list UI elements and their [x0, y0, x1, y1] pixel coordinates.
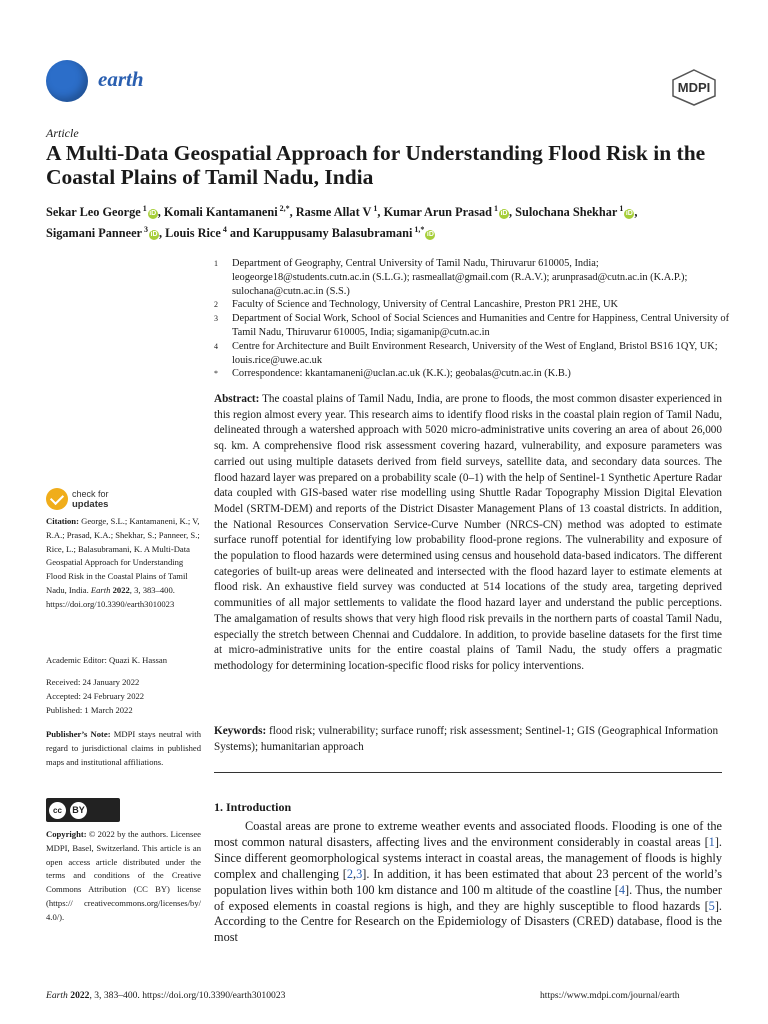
affiliation-item	[214, 367, 734, 381]
cc-icon: cc	[49, 802, 66, 819]
author-separator: ,	[289, 205, 296, 220]
author-list	[46, 200, 736, 242]
affiliation-text: Centre for Architecture and Built Environment Research, University of the West of England, Bristol BS16 1QY, UK; louis.rice@uwe.ac.uk	[232, 340, 718, 366]
orcid-icon[interactable]: iD	[426, 231, 434, 239]
copyright-label: Copyright:	[46, 829, 87, 839]
publisher-name: MDPI	[677, 80, 711, 95]
affiliation-item	[214, 298, 734, 312]
keywords-label: Keywords:	[214, 725, 267, 737]
citation-year: 2022	[112, 584, 130, 595]
intro-text-segment: ]. Thus, the number of exposed elements in coastal regions is high, and they are highly susceptible to flood hazards [	[214, 882, 722, 913]
author-name: Komali Kantamaneni	[163, 205, 278, 220]
author-affiliation-mark: 1	[617, 204, 624, 213]
citation-text: George, S.L.; Kantamaneni, K.; V, R.A.; Prasad, K.A.; Shekhar, S.; Panneer, S.; Rice, L.; Balasubramani, K. A Multi-Data Geospatial Approach for Understanding Flood Risk in the Coastal Plains of Tamil Nadu, India.	[46, 516, 200, 595]
reference-link[interactable]: 4	[618, 882, 626, 897]
orcid-icon[interactable]: iD	[625, 210, 633, 218]
author-affiliation-mark: 1	[140, 204, 147, 213]
author-affiliation-mark: 1	[371, 204, 378, 213]
accepted-date: Accepted: 24 February 2022	[46, 690, 145, 701]
affiliation-number: 4	[214, 341, 218, 351]
citation-journal: Earth	[90, 584, 111, 595]
reference-link[interactable]: 5	[708, 898, 715, 913]
author-affiliation-mark: 3	[142, 225, 148, 235]
author-name: Sigamani Panneer	[46, 226, 142, 241]
paper-title: A Multi-Data Geospatial Approach for Understanding Flood Risk in the Coastal Plains of Tamil Nadu, India	[46, 141, 706, 189]
introduction-text	[214, 819, 722, 946]
publishers-note	[46, 728, 201, 769]
author-affiliation-mark: 1	[491, 204, 498, 213]
received-date: Received: 24 January 2022	[46, 677, 140, 687]
reference-link[interactable]: 3	[356, 866, 363, 881]
academic-editor: Academic Editor: Quazi K. Hassan	[46, 655, 167, 665]
author-name: Rasme Allat V	[295, 205, 372, 220]
citation	[46, 515, 201, 612]
author-affiliation-mark: 4	[220, 225, 227, 235]
abstract	[214, 392, 722, 675]
publication-dates	[46, 676, 201, 717]
check-updates-line2: updates	[72, 498, 109, 510]
affiliations	[214, 257, 734, 381]
author-separator: ,	[634, 205, 638, 220]
author-separator: and	[226, 226, 253, 241]
abstract-label: Abstract:	[214, 393, 260, 405]
affiliation-text: Correspondence: kkantamaneni@uclan.ac.uk (K.K.); geobalas@cutn.ac.in (K.B.)	[232, 368, 571, 380]
author-name: Sulochana Shekhar	[515, 205, 618, 220]
orcid-icon[interactable]: iD	[150, 231, 158, 239]
author-separator: ,	[157, 205, 164, 220]
author-separator: ,	[508, 205, 516, 220]
copyright	[46, 828, 201, 925]
author-affiliation-mark: 1,*	[412, 225, 425, 235]
intro-text-segment: Coastal areas are prone to extreme weather events and associated floods. Flooding is one of the most common natural disasters, affecting lives and the environment considerably in coastal areas [	[214, 819, 722, 849]
journal-logo-icon	[46, 60, 88, 102]
footer-year: 2022	[70, 990, 90, 1001]
affiliation-item	[214, 340, 734, 368]
affiliation-item	[214, 257, 734, 298]
orcid-icon[interactable]: iD	[500, 210, 508, 218]
affiliation-text: Faculty of Science and Technology, University of Central Lancashire, Preston PR1 2HE, UK	[232, 299, 618, 311]
affiliation-number: *	[214, 369, 218, 379]
intro-text-segment: ]. In addition, it has been estimated that about 23 percent of the world’s population lives within both 100 km distance and 100 m altitude of the coastline [	[214, 866, 722, 897]
footer-citation	[46, 990, 285, 1001]
orcid-icon[interactable]: iD	[149, 210, 157, 218]
keywords	[214, 724, 722, 755]
cc-by-license-badge[interactable]	[46, 798, 120, 822]
citation-rest[interactable]: , 3, 383–400. https://doi.org/10.3390/earth3010023	[46, 584, 175, 609]
intro-text-segment: ,	[353, 866, 357, 881]
author-separator: ,	[159, 226, 166, 241]
intro-text-segment: ]. According to the Centre for Research on the Epidemiology of Disasters (CRED) database, flood is the most	[214, 898, 722, 945]
author-affiliation-mark: 2,*	[277, 204, 290, 213]
pubnote-label: Publisher’s Note:	[46, 729, 111, 739]
author-name: Kumar Arun Prasad	[383, 205, 492, 220]
affiliation-text: Department of Social Work, School of Social Sciences and Humanities and Centre for Happiness, Central University of Tamil Nadu, Thiruvarur 610005, India; sigamanip@cutn.ac.in	[232, 313, 730, 338]
affiliation-text: Department of Geography, Central University of Tamil Nadu, Thiruvarur 610005, India; leogeorge18@students.cutn.ac.in (S.L.G.); rasmeallat@gmail.com (R.A.V.); arunprasad@cutn.ac.in (K.A.P.); sulochana@cutn.ac.in (S.S.)	[232, 258, 688, 297]
check-updates-icon	[46, 488, 68, 510]
author-name: Sekar Leo George	[46, 205, 141, 220]
reference-link[interactable]: 1	[708, 834, 715, 849]
author-name: Karuppusamy Balasubramani	[252, 226, 413, 241]
affiliation-item	[214, 312, 734, 340]
copyright-text: © 2022 by the authors. Licensee MDPI, Basel, Switzerland. This article is an open access article distributed under the terms and conditions of the Creative Commons Attribution (CC BY) license (https:// creativecommons.org/licenses/by/ 4.0/).	[46, 829, 201, 922]
check-for-updates-button[interactable]	[46, 488, 109, 510]
affiliation-number: 3	[214, 314, 218, 324]
keywords-text: flood risk; vulnerability; surface runoff; risk assessment; Sentinel-1; GIS (Geographical Information Systems); humanitarian approach	[214, 725, 719, 753]
author-separator: ,	[377, 205, 384, 220]
reference-link[interactable]: 2	[346, 866, 354, 881]
mdpi-logo-icon	[668, 68, 720, 106]
journal-name: earth	[98, 67, 144, 91]
footer-journal-url[interactable]: https://www.mdpi.com/journal/earth	[540, 990, 680, 1001]
citation-label: Citation:	[46, 516, 79, 526]
footer-doi[interactable]: , 3, 383–400. https://doi.org/10.3390/earth3010023	[89, 990, 286, 1001]
published-date: Published: 1 March 2022	[46, 704, 133, 715]
divider	[214, 772, 722, 773]
by-icon: BY	[70, 802, 87, 819]
abstract-text: The coastal plains of Tamil Nadu, India, are prone to floods, the most common disaster experienced in this region almost every year. This research aims to identify flood risks in the coastal plain region of Tamil Nadu, delineated through a watershed approach with 5020 micro-administrative units covering an area of about 26,000 sq. km. A comprehensive flood risk assessment covering hazard, vulnerability, and exposure parameters was carried out using multiple datasets derived from field surveys, satellite data, and secondary data sources. The flood hazard layer was prepared on a probability scale (0–1) with the help of Sentinel-1 Synthetic Aperture Radar data coupled with GIS-based water rise modelling using Shuttle Radar Topography Mission Digital Elevation Model (SRTM-DEM) and reports of the District Disaster Management Plans of 13 coastal districts. In addition, the National Resources Conservation Service-Curve Number (NRCS-CN) method was adopted to estimate surface runoff potential for identifying low probability flood-prone regions. The vulnerability and exposure of the population to flood hazards were determined using census and household data-based indicators. The different categories of built-up areas were delineated and intersected with the flood hazard layer to estimate elements at flood risk. An exhaustive field survey was conducted at 514 locations of the study area, targeting deprived communities of all major settlements to validate the flood hazard layer and understand the public perceptions. The amalgamation of results shows that very high flood risk prevails in the northern parts of coastal Tamil Nadu, especially the stretch between Chennai and Cuddalore. In addition, to provide baseline datasets for the first time at micro-administrative units for the entire coastal plains of Tamil Nadu, the study offers a pragmatic methodology for determining location-specific flood risks for policy interventions.	[214, 393, 722, 672]
intro-text-segment: ]. Since different geomorphological systems interact in coastal areas, the management of floods is highly complex and challenging [	[214, 834, 722, 881]
author-name: Louis Rice	[165, 226, 221, 241]
pubnote-text: MDPI stays neutral with regard to jurisdictional claims in published maps and institutional affiliations.	[46, 729, 201, 767]
article-type: Article	[46, 126, 79, 140]
affiliation-number: 1	[214, 259, 218, 268]
check-updates-line1: check for	[72, 488, 109, 499]
footer-journal: Earth	[46, 990, 68, 1001]
affiliation-number: 2	[214, 300, 218, 310]
section-heading: 1. Introduction	[214, 800, 292, 814]
